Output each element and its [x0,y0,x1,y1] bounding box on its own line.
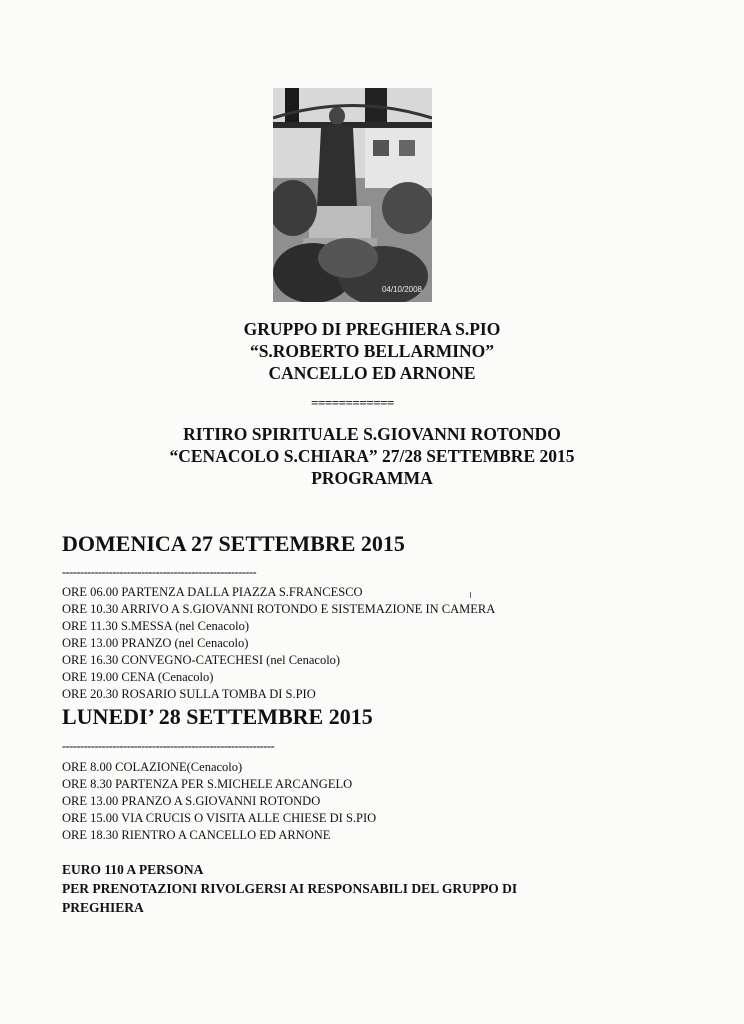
day2-schedule [62,759,376,844]
statue-photo-graphic [273,88,432,302]
group-header [0,318,744,384]
schedule-item: ORE 13.00 PRANZO (nel Cenacolo) [62,636,249,650]
group-subtitle: “S.ROBERTO BELLARMINO” [249,341,495,361]
schedule-item: ORE 15.00 VIA CRUCIS O VISITA ALLE CHIESE DI S.PIO [62,811,377,825]
day1-schedule [62,584,495,703]
day1-heading: DOMENICA 27 SETTEMBRE 2015 [62,531,405,556]
schedule-item: ORE 11.30 S.MESSA (nel Cenacolo) [62,619,250,633]
schedule-item: ORE 8.00 COLAZIONE(Cenacolo) [62,760,243,774]
retreat-header [0,423,744,489]
day2-heading: LUNEDI’ 28 SETTEMBRE 2015 [62,704,373,729]
schedule-item: ORE 13.00 PRANZO A S.GIOVANNI ROTONDO [62,794,321,808]
footer-info [62,860,662,917]
schedule-item: ORE 06.00 PARTENZA DALLA PIAZZA S.FRANCESCO [62,585,363,599]
booking-line-1: PER PRENOTAZIONI RIVOLGERSI AI RESPONSABILI DEL GRUPPO DI [62,881,518,896]
schedule-item: ORE 8.30 PARTENZA PER S.MICHELE ARCANGELO [62,777,353,791]
retreat-title: RITIRO SPIRITUALE S.GIOVANNI ROTONDO [183,424,561,444]
group-title: GRUPPO DI PREGHIERA S.PIO [243,319,501,339]
price-line: EURO 110 A PERSONA [62,862,204,877]
schedule-item: ORE 20.30 ROSARIO SULLA TOMBA DI S.PIO [62,687,316,701]
schedule-item: ORE 19.00 CENA (Cenacolo) [62,670,214,684]
schedule-item: ORE 18.30 RIENTRO A CANCELLO ED ARNONE [62,828,331,842]
schedule-item: ORE 16.30 CONVEGNO-CATECHESI (nel Cenacolo) [62,653,341,667]
group-location: CANCELLO ED ARNONE [268,363,476,383]
retreat-venue-dates: “CENACOLO S.CHIARA” 27/28 SETTEMBRE 2015 [169,446,575,466]
program-title: PROGRAMMA [311,468,433,488]
statue-photo [273,88,432,302]
day2-divider: ----------------------------------------------------------- [62,741,275,751]
photo-date-stamp: 04/10/2008 [381,285,422,294]
schedule-item: ORE 10.30 ARRIVO A S.GIOVANNI ROTONDO E SISTEMAZIONE IN CAMERA [62,602,496,616]
booking-line-2: PREGHIERA [62,900,144,915]
day1-divider: ------------------------------------------------------ [62,567,257,577]
header-separator: ============ [311,399,394,407]
